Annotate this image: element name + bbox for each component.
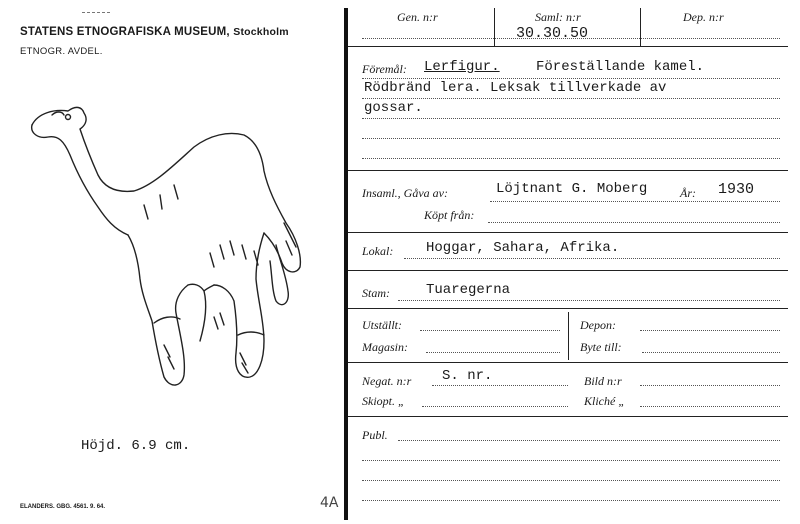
row-line-6 bbox=[348, 362, 788, 363]
camel-figurine-drawing bbox=[24, 95, 314, 395]
depon-dot bbox=[640, 330, 780, 331]
kopt-label: Köpt från: bbox=[424, 208, 475, 222]
foremal-term: Lerfigur. bbox=[424, 59, 500, 75]
publ-label: Publ. bbox=[362, 428, 388, 442]
saml-nr-label: Saml: n:r bbox=[535, 10, 581, 24]
object-height: Höjd. 6.9 cm. bbox=[81, 438, 191, 454]
utstallt-col-divider bbox=[568, 312, 569, 360]
publ-dot-2 bbox=[362, 460, 780, 461]
stam-dot bbox=[398, 300, 780, 301]
foremal-desc-3: gossar. bbox=[364, 100, 423, 116]
utstallt-dot bbox=[420, 330, 560, 331]
foremal-dot-2 bbox=[362, 98, 780, 99]
row-line-1 bbox=[348, 46, 788, 47]
foremal-dot-4 bbox=[362, 138, 780, 139]
printer-imprint: ELANDERS. GBG. 4561. 9. 64. bbox=[20, 504, 106, 510]
publ-dot-3 bbox=[362, 480, 780, 481]
byte-dot bbox=[642, 352, 780, 353]
saml-nr-value: 30.30.50 bbox=[516, 25, 589, 42]
gen-nr-label: Gen. n:r bbox=[397, 10, 438, 24]
top-dash bbox=[82, 12, 110, 13]
row-line-5 bbox=[348, 308, 788, 309]
depon-label: Depon: bbox=[580, 318, 616, 332]
stam-label: Stam: bbox=[362, 286, 390, 300]
publ-dot-4 bbox=[362, 500, 780, 501]
kopt-dot bbox=[488, 222, 780, 223]
negat-dot bbox=[432, 385, 568, 386]
foremal-label: Föremål: bbox=[362, 62, 407, 76]
foremal-dot-5 bbox=[362, 158, 780, 159]
museum-title: STATENS ETNOGRAFISKA MUSEUM, bbox=[20, 26, 230, 38]
lokal-label: Lokal: bbox=[362, 244, 394, 258]
byte-label: Byte till: bbox=[580, 340, 622, 354]
insaml-dot bbox=[490, 201, 780, 202]
museum-city: Stockholm bbox=[233, 26, 289, 38]
skiopt-label: Skiopt. „ bbox=[362, 394, 405, 408]
card-divider bbox=[344, 8, 348, 520]
foremal-dot-1 bbox=[362, 78, 780, 79]
skiopt-dot bbox=[422, 406, 568, 407]
kliche-label: Kliché „ bbox=[584, 394, 625, 408]
insaml-label: Insaml., Gåva av: bbox=[362, 186, 448, 200]
handwritten-page-mark: 4A bbox=[320, 495, 339, 511]
bild-dot bbox=[640, 385, 780, 386]
foremal-desc-2: Rödbränd lera. Leksak tillverkade av bbox=[364, 80, 667, 96]
lokal-dot bbox=[404, 258, 780, 259]
header-col-divider-2 bbox=[640, 8, 641, 46]
row-line-3 bbox=[348, 232, 788, 233]
foremal-desc-1: Föreställande kamel. bbox=[536, 59, 705, 75]
magasin-label: Magasin: bbox=[362, 340, 408, 354]
row-line-4 bbox=[348, 270, 788, 271]
department: ETNOGR. AVDEL. bbox=[20, 46, 103, 57]
dep-nr-label: Dep. n:r bbox=[683, 10, 724, 24]
header-col-divider-1 bbox=[494, 8, 495, 46]
lokal-value: Hoggar, Sahara, Afrika. bbox=[426, 240, 620, 256]
publ-dot-1 bbox=[398, 440, 780, 441]
ar-label: År: bbox=[680, 186, 696, 200]
row-line-7 bbox=[348, 416, 788, 417]
kliche-dot bbox=[640, 406, 780, 407]
magasin-dot bbox=[426, 352, 560, 353]
negat-label: Negat. n:r bbox=[362, 374, 412, 388]
row-line-2 bbox=[348, 170, 788, 171]
utstallt-label: Utställt: bbox=[362, 318, 403, 332]
museum-name bbox=[20, 26, 289, 38]
negat-value: S. nr. bbox=[442, 368, 493, 384]
foremal-dot-3 bbox=[362, 118, 780, 119]
ar-value: 1930 bbox=[718, 181, 755, 198]
insaml-value: Löjtnant G. Moberg bbox=[496, 181, 648, 197]
stam-value: Tuaregerna bbox=[426, 282, 511, 298]
bild-label: Bild n:r bbox=[584, 374, 622, 388]
